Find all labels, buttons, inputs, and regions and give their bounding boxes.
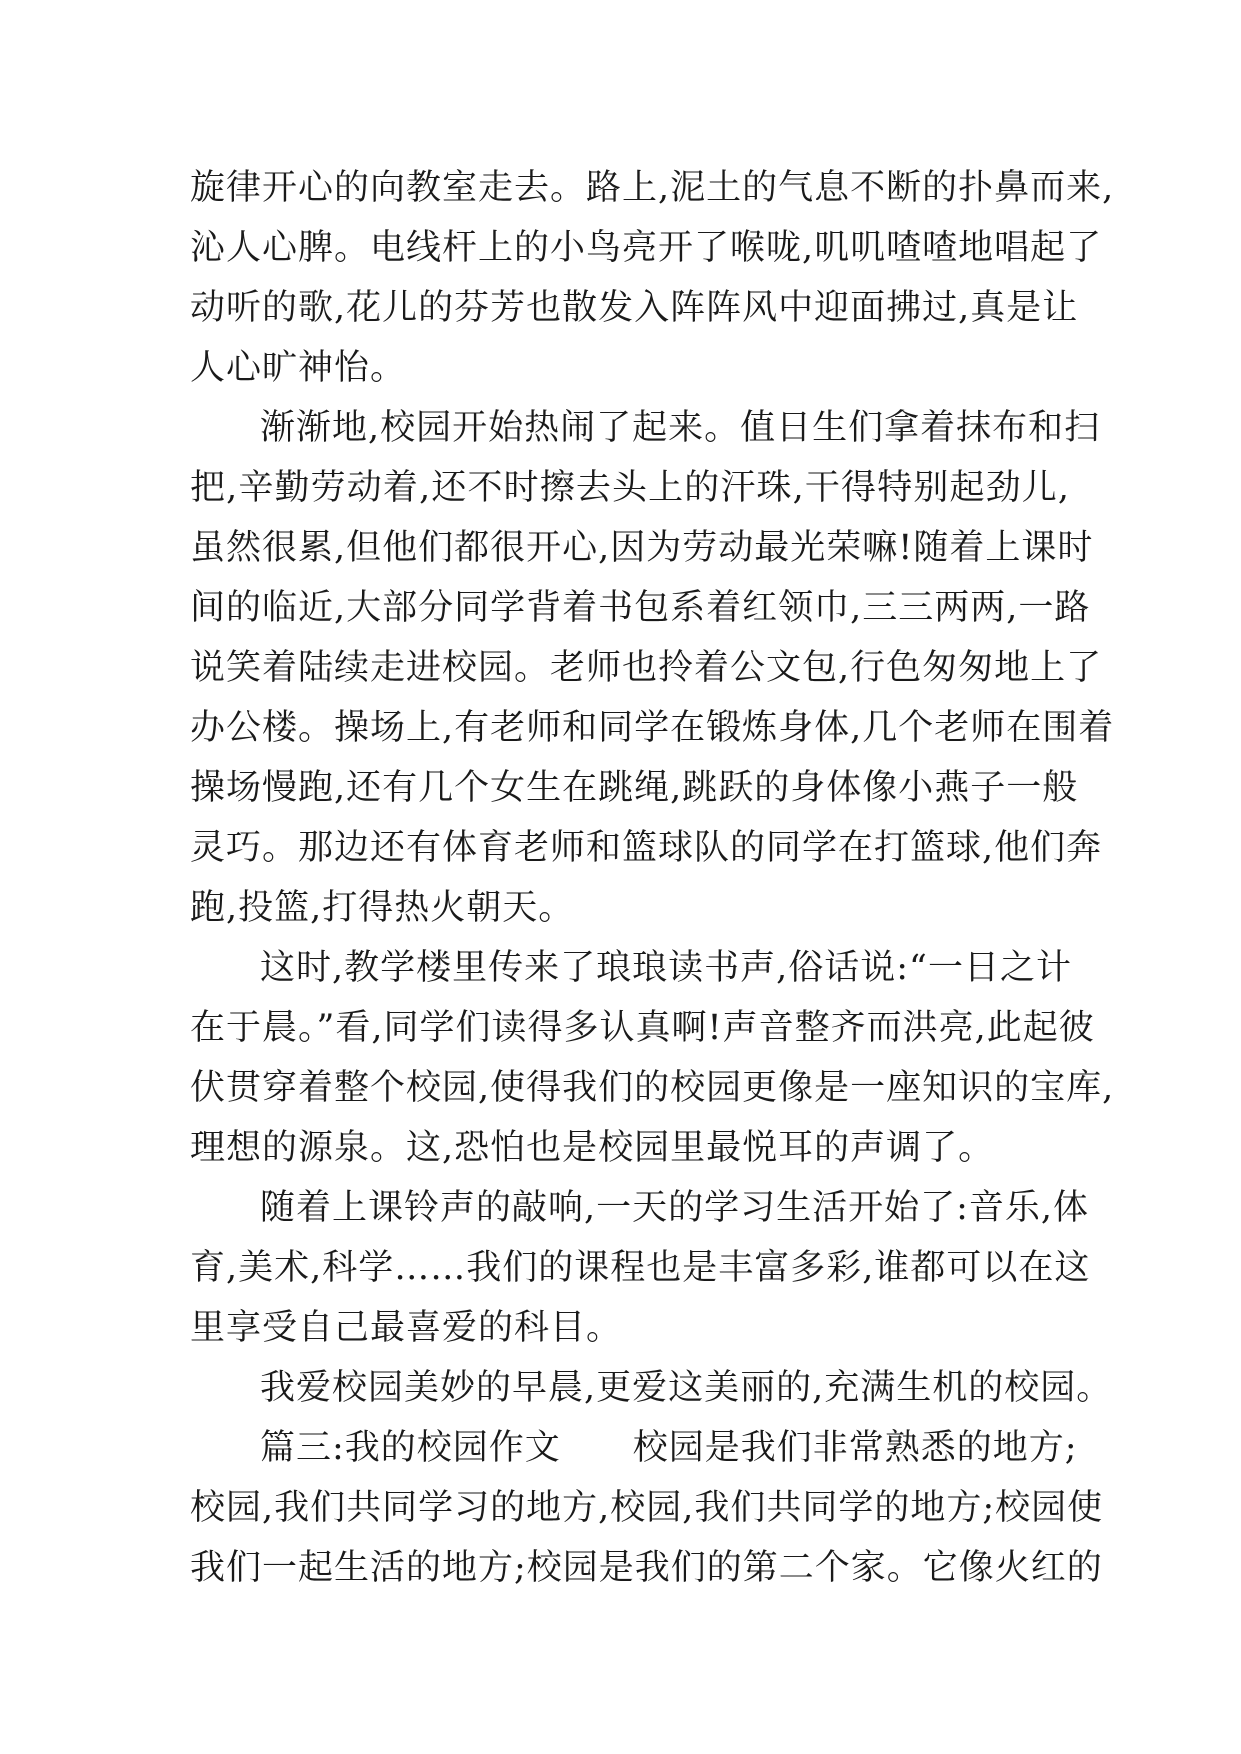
text-line: 操场慢跑,还有几个女生在跳绳,跳跃的身体像小燕子一般 bbox=[190, 768, 1079, 808]
paragraph-first-line: 渐渐地,校园开始热闹了起来。值日生们拿着抹布和扫 bbox=[260, 408, 1101, 448]
body-text bbox=[190, 158, 1115, 1598]
text-line: 育,美术,科学……我们的课程也是丰富多彩,谁都可以在这 bbox=[190, 1248, 1091, 1288]
text-line: 伏贯穿着整个校园,使得我们的校园更像是一座知识的宝库, bbox=[190, 1068, 1115, 1108]
text-line: 理想的源泉。这,恐怕也是校园里最悦耳的声调了。 bbox=[190, 1128, 995, 1168]
text-line: 说笑着陆续走进校园。老师也拎着公文包,行色匆匆地上了 bbox=[190, 648, 1103, 688]
text-line: 在于晨。”看,同学们读得多认真啊!声音整齐而洪亮,此起彼 bbox=[190, 1008, 1095, 1048]
text-line: 校园,我们共同学习的地方,校园,我们共同学的地方;校园使 bbox=[190, 1488, 1104, 1528]
text-line: 把,辛勤劳动着,还不时擦去头上的汗珠,干得特别起劲儿, bbox=[190, 468, 1070, 508]
text-line: 人心旷神怡。 bbox=[190, 348, 407, 388]
text-line: 动听的歌,花儿的芬芳也散发入阵阵风中迎面拂过,真是让 bbox=[190, 288, 1079, 328]
text-line: 旋律开心的向教室走去。路上,泥土的气息不断的扑鼻而来, bbox=[190, 168, 1115, 208]
text-line: 间的临近,大部分同学背着书包系着红领巾,三三两两,一路 bbox=[190, 588, 1091, 628]
text-line: 灵巧。那边还有体育老师和篮球队的同学在打篮球,他们奔 bbox=[190, 828, 1103, 868]
text-line: 我们一起生活的地方;校园是我们的第二个家。它像火红的 bbox=[190, 1548, 1103, 1588]
text-line: 跑,投篮,打得热火朝天。 bbox=[190, 888, 575, 928]
paragraph-first-line: 随着上课铃声的敲响,一天的学习生活开始了:音乐,体 bbox=[260, 1188, 1090, 1228]
section-heading-line: 篇三:我的校园作文 校园是我们非常熟悉的地方; bbox=[260, 1428, 1078, 1468]
paragraph-first-line: 这时,教学楼里传来了琅琅读书声,俗话说:“一日之计 bbox=[260, 948, 1072, 988]
text-line: 办公楼。操场上,有老师和同学在锻炼身体,几个老师在围着 bbox=[190, 708, 1115, 748]
text-line: 沁人心脾。电线杆上的小鸟亮开了喉咙,叽叽喳喳地唱起了 bbox=[190, 228, 1103, 268]
text-line: 虽然很累,但他们都很开心,因为劳动最光荣嘛!随着上课时 bbox=[190, 528, 1094, 568]
paragraph-first-line: 我爱校园美妙的早晨,更爱这美丽的,充满生机的校园。 bbox=[260, 1368, 1113, 1408]
text-line: 里享受自己最喜爱的科目。 bbox=[190, 1308, 623, 1348]
